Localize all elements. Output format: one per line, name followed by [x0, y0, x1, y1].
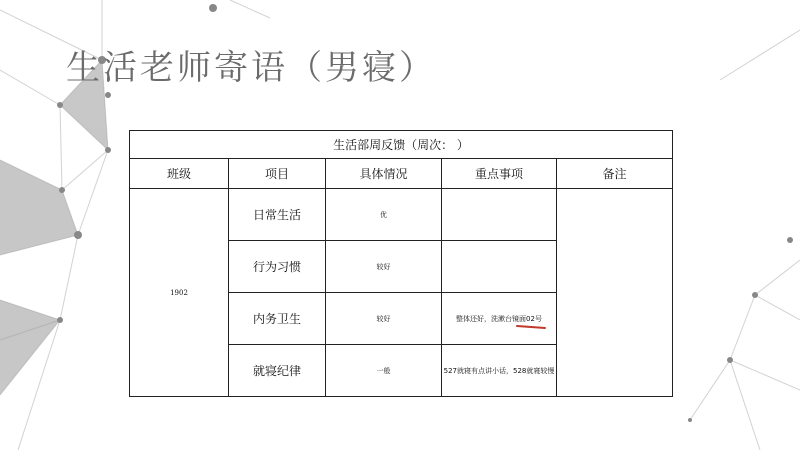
weekly-feedback-table [129, 130, 673, 397]
item-cell: 内务卫生 [229, 293, 326, 345]
status-cell: 较好 [326, 241, 442, 293]
table-caption: 生活部周反馈（周次： ） [130, 131, 673, 159]
header-item: 项目 [229, 159, 326, 189]
note-cell [442, 241, 557, 293]
status-cell: 较好 [326, 293, 442, 345]
table-row [130, 189, 673, 241]
header-class: 班级 [130, 159, 229, 189]
item-cell: 日常生活 [229, 189, 326, 241]
item-cell: 行为习惯 [229, 241, 326, 293]
header-remarks: 备注 [557, 159, 673, 189]
red-underline-mark [516, 324, 546, 328]
remarks-cell [557, 189, 673, 397]
note-cell: 527就寝有点讲小话，528就寝较慢 [442, 345, 557, 397]
header-key-points: 重点事项 [442, 159, 557, 189]
slide-title: 生活老师寄语（男寝） [66, 48, 436, 88]
status-cell: 一般 [326, 345, 442, 397]
class-cell: 1902 [130, 189, 229, 397]
note-cell [442, 293, 557, 345]
note-text: 整体还好，洗漱台镜面02号 [456, 314, 542, 323]
header-status: 具体情况 [326, 159, 442, 189]
item-cell: 就寝纪律 [229, 345, 326, 397]
note-text-with-underline [456, 314, 542, 324]
note-cell [442, 189, 557, 241]
status-cell: 优 [326, 189, 442, 241]
